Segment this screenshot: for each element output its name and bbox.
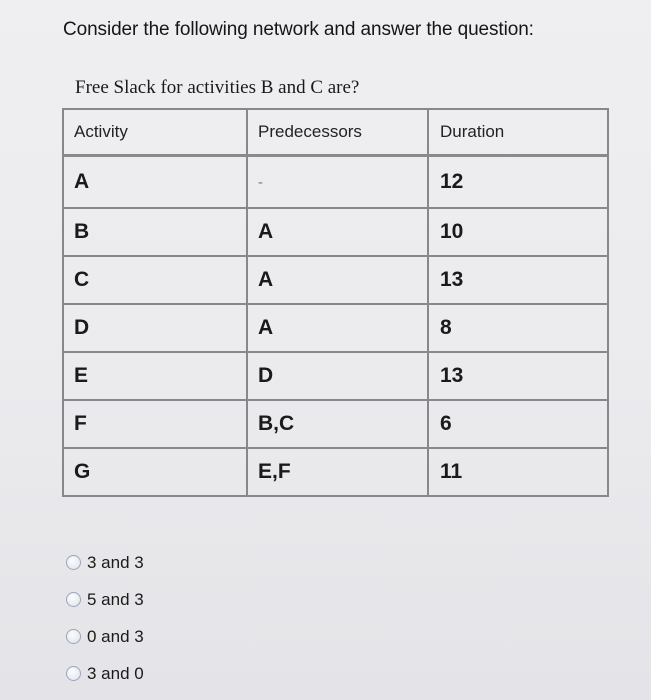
predecessors-cell: - xyxy=(247,156,428,209)
predecessors-cell: A xyxy=(247,208,428,256)
table-row xyxy=(63,156,608,209)
table-row xyxy=(63,256,608,304)
radio-button-icon[interactable] xyxy=(66,629,81,644)
option-label: 5 and 3 xyxy=(87,589,144,609)
duration-cell: 6 xyxy=(428,400,608,448)
activity-cell: D xyxy=(63,304,247,352)
option-label: 3 and 0 xyxy=(87,663,144,683)
activity-cell: E xyxy=(63,352,247,400)
activity-cell: C xyxy=(63,256,247,304)
answer-options xyxy=(66,544,144,692)
predecessors-cell: A xyxy=(247,256,428,304)
question-subprompt: Free Slack for activities B and C are? xyxy=(75,77,360,98)
duration-cell: 8 xyxy=(428,304,608,352)
table-row xyxy=(63,208,608,256)
answer-option-3[interactable] xyxy=(66,618,144,655)
option-label: 0 and 3 xyxy=(87,626,144,646)
table-header-row xyxy=(63,109,608,156)
activity-cell: B xyxy=(63,208,247,256)
duration-cell: 13 xyxy=(428,352,608,400)
table-row xyxy=(63,400,608,448)
answer-option-4[interactable] xyxy=(66,655,144,692)
activity-table xyxy=(62,108,609,497)
question-prompt: Consider the following network and answer the question: xyxy=(63,19,534,40)
duration-cell: 10 xyxy=(428,208,608,256)
answer-option-2[interactable] xyxy=(66,581,144,618)
header-activity: Activity xyxy=(63,109,247,156)
table-row xyxy=(63,448,608,496)
radio-button-icon[interactable] xyxy=(66,666,81,681)
duration-cell: 13 xyxy=(428,256,608,304)
predecessors-cell: E,F xyxy=(247,448,428,496)
radio-button-icon[interactable] xyxy=(66,592,81,607)
table-row xyxy=(63,352,608,400)
answer-option-1[interactable] xyxy=(66,544,144,581)
option-label: 3 and 3 xyxy=(87,552,144,572)
header-predecessors: Predecessors xyxy=(247,109,428,156)
activity-cell: A xyxy=(63,156,247,209)
table-row xyxy=(63,304,608,352)
activity-cell: G xyxy=(63,448,247,496)
predecessors-cell: D xyxy=(247,352,428,400)
radio-button-icon[interactable] xyxy=(66,555,81,570)
predecessors-cell: A xyxy=(247,304,428,352)
predecessors-cell: B,C xyxy=(247,400,428,448)
activity-cell: F xyxy=(63,400,247,448)
header-duration: Duration xyxy=(428,109,608,156)
duration-cell: 11 xyxy=(428,448,608,496)
duration-cell: 12 xyxy=(428,156,608,209)
